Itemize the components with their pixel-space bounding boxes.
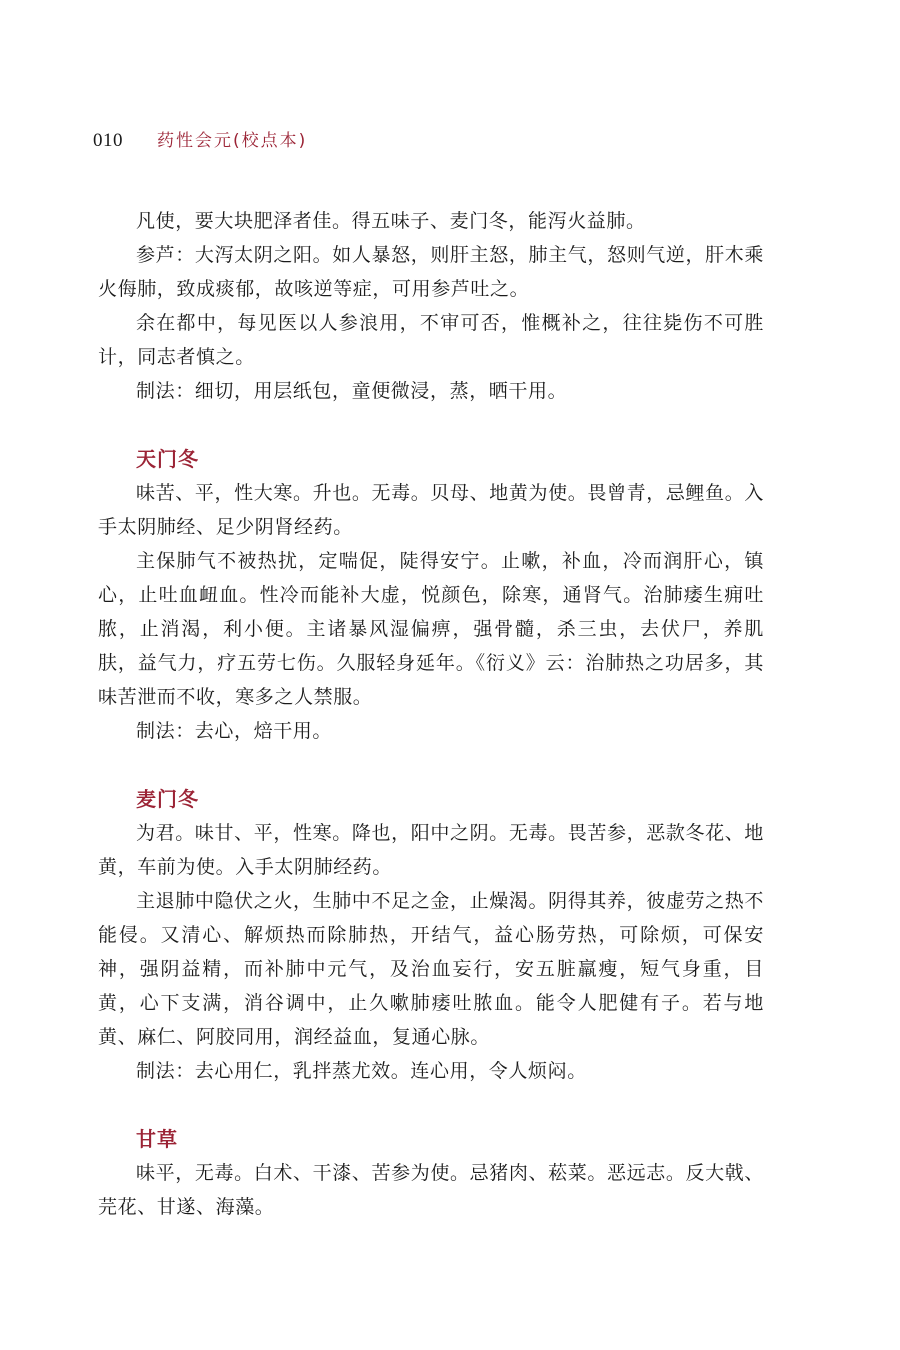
preparation-method: 制法：去心，焙干用。 <box>136 720 333 742</box>
page-header <box>93 126 307 150</box>
intro-section <box>98 204 764 408</box>
body-paragraph: 主保肺气不被热扰，定喘促，陡得安宁。止嗽，补血，冷而润肝心，镇心，止吐血衄血。性冷而能补大虚，悦颜色，除寒，通肾气。治肺痿生痈吐脓，止消渴，利小便。主诸暴风湿偏痹，强骨髓，杀三虫，去伏尸，养肌肤，益气力，疗五劳七伤。久服轻身延年。《衍义》云：治肺热之功居多，其味苦泄而不收，寒多之人禁服。 <box>98 550 764 708</box>
body-paragraph: 主退肺中隐伏之火，生肺中不足之金，止燥渴。阴得其养，彼虚劳之热不能侵。又清心、解烦热而除肺热，开结气，益心肠劳热，可除烦，可保安神，强阴益精，而补肺中元气，及治血妄行，安五脏羸瘦，短气身重，目黄，心下支满，消谷调中，止久嗽肺痿吐脓血。能令人肥健有子。若与地黄、麻仁、阿胶同用，润经益血，复通心脉。 <box>98 890 764 1048</box>
page-number: 010 <box>93 130 123 151</box>
body-paragraph: 味苦、平，性大寒。升也。无毒。贝母、地黄为使。畏曾青，忌鲤鱼。入手太阴肺经、足少阴肾经药。 <box>98 482 764 538</box>
preparation-method: 制法：细切，用层纸包，童便微浸，蒸，晒干用。 <box>136 380 568 402</box>
entry-heading: 麦门冬 <box>136 787 199 811</box>
entry-heading: 甘草 <box>136 1127 178 1151</box>
body-paragraph: 味平，无毒。白术、干漆、苦参为使。忌猪肉、菘菜。恶远志。反大戟、芫花、甘遂、海藻。 <box>98 1162 764 1218</box>
entry-gancao <box>98 1122 764 1224</box>
entry-tianmendong <box>98 442 764 748</box>
body-paragraph: 凡使，要大块肥泽者佳。得五味子、麦门冬，能泻火益肺。 <box>136 210 646 232</box>
body-paragraph: 余在都中，每见医以人参浪用，不审可否，惟概补之，往往毙伤不可胜计，同志者慎之。 <box>98 312 764 368</box>
body-paragraph: 为君。味甘、平，性寒。降也，阳中之阴。无毒。畏苦参，恶款冬花、地黄，车前为使。入手太阴肺经药。 <box>98 822 764 878</box>
entry-maimendong <box>98 782 764 1088</box>
preparation-method: 制法：去心用仁，乳拌蒸尤效。连心用，令人烦闷。 <box>136 1060 587 1082</box>
body-paragraph: 参芦：大泻太阴之阳。如人暴怒，则肝主怒，肺主气，怒则气逆，肝木乘火侮肺，致成痰郁，故咳逆等症，可用参芦吐之。 <box>98 244 764 300</box>
entry-heading: 天门冬 <box>136 447 199 471</box>
book-title: 药性会元(校点本) <box>157 131 308 151</box>
page-body <box>98 204 764 1224</box>
